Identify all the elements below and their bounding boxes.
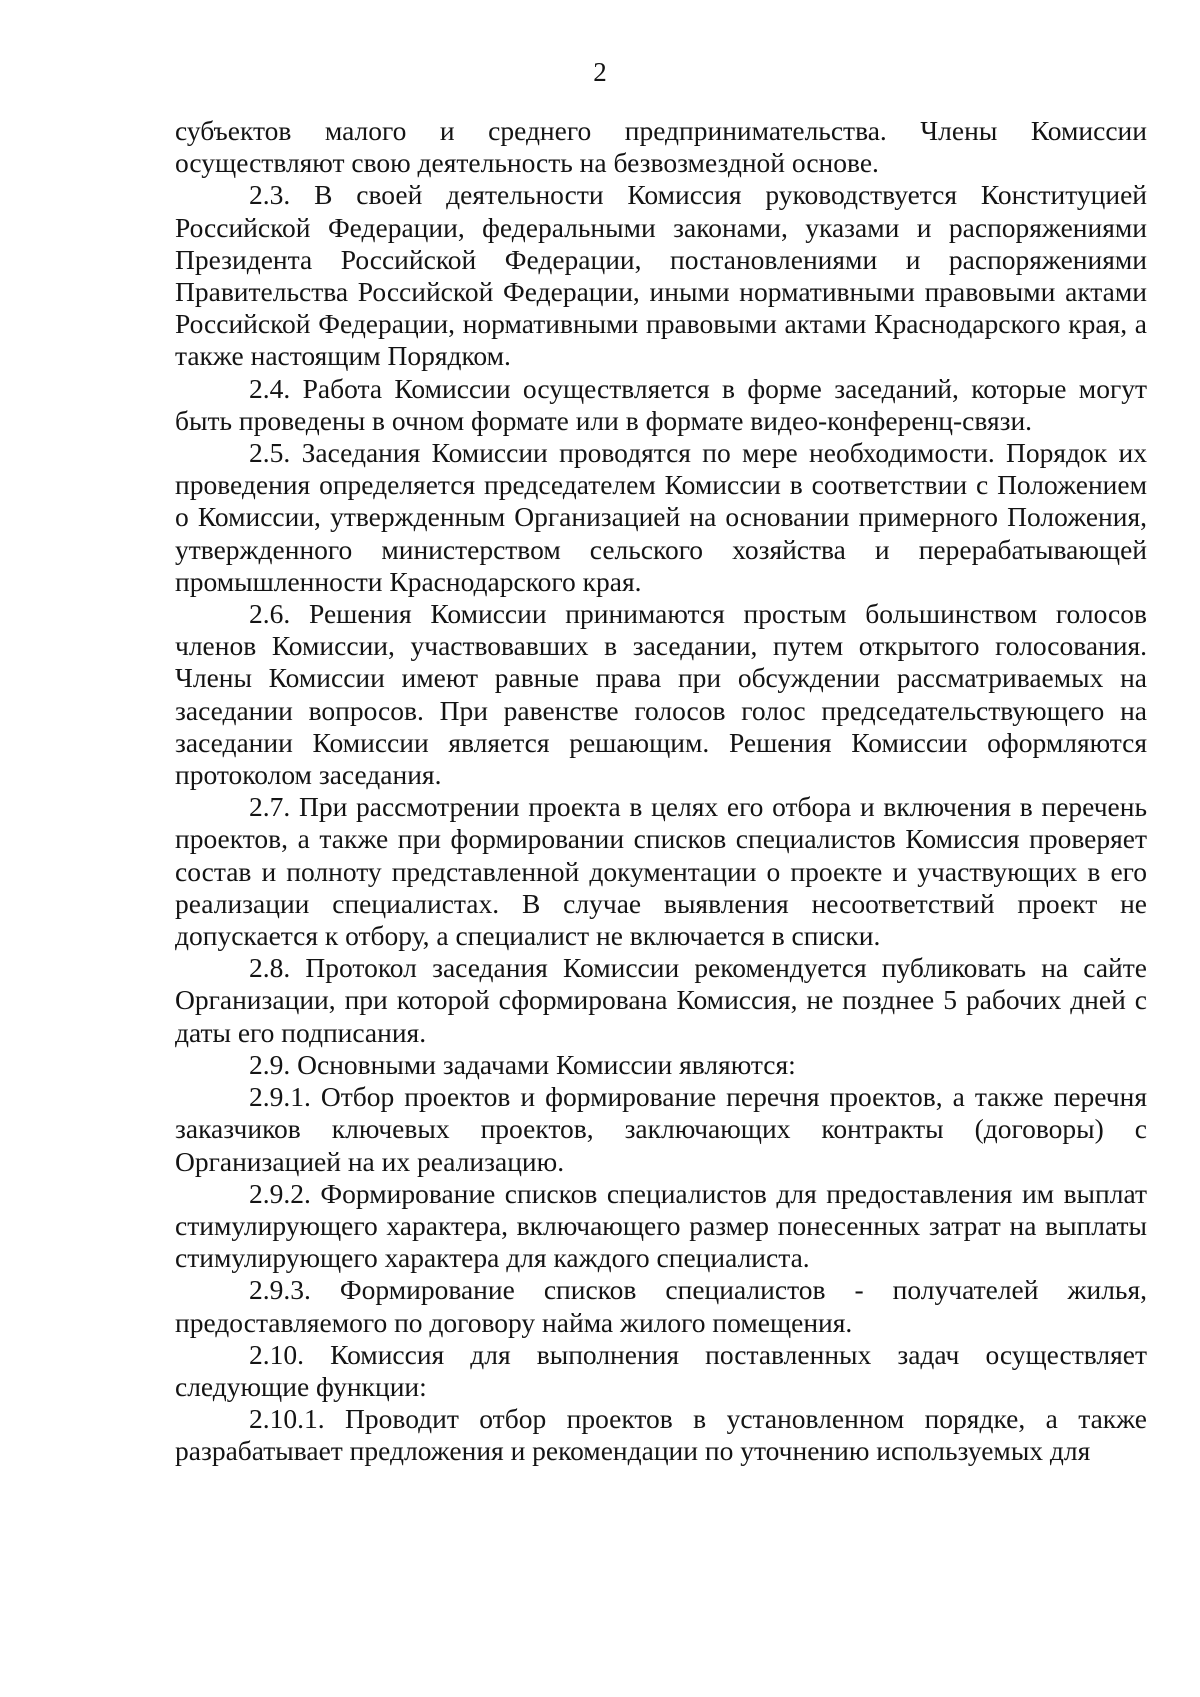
page-number: 2 (593, 57, 607, 87)
paragraph-2-6: 2.6. Решения Комиссии принимаются простым большинством голосов членов Комиссии, участвовавших в заседании, путем открытого голосования. Члены Комиссии имеют равные права при обсуждении рассматриваемых на заседании вопросов. При равенстве голосов голос председательствующего на заседании Комиссии является решающим. Решения Комиссии оформляются протоколом заседания. (175, 598, 1147, 791)
paragraph-2-8: 2.8. Протокол заседания Комиссии рекомендуется публиковать на сайте Организации, при которой сформирована Комиссия, не позднее 5 рабочих дней с даты его подписания. (175, 952, 1147, 1048)
paragraph-2-4: 2.4. Работа Комиссии осуществляется в форме заседаний, которые могут быть проведены в очном формате или в формате видео-конференц-связи. (175, 372, 1147, 436)
paragraph-2-7: 2.7. При рассмотрении проекта в целях его отбора и включения в перечень проектов, а также при формировании списков специалистов Комиссия проверяет состав и полноту представленной документации о проекте и участвующих в его реализации специалистах. В случае выявления несоответствий проект не допускается к отбору, а специалист не включается в списки. (175, 791, 1147, 952)
paragraph-continuation: субъектов малого и среднего предпринимательства. Члены Комиссии осуществляют свою деятельность на безвозмездной основе. (175, 115, 1147, 179)
paragraph-2-3: 2.3. В своей деятельности Комиссия руководствуется Конституцией Российской Федерации, федеральными законами, указами и распоряжениями Президента Российской Федерации, постановлениями и распоряжениями Правительства Российской Федерации, иными нормативными правовыми актами Российской Федерации, нормативными правовыми актами Краснодарского края, а также настоящим Порядком. (175, 179, 1147, 372)
paragraph-2-9-3: 2.9.3. Формирование списков специалистов - получателей жилья, предоставляемого по договору найма жилого помещения. (175, 1274, 1147, 1338)
document-body (175, 115, 1147, 1468)
paragraph-2-9-1: 2.9.1. Отбор проектов и формирование перечня проектов, а также перечня заказчиков ключевых проектов, заключающих контракты (договоры) с Организацией на их реализацию. (175, 1081, 1147, 1177)
paragraph-2-9: 2.9. Основными задачами Комиссии являются: (249, 1048, 796, 1080)
paragraph-2-10-1: 2.10.1. Проводит отбор проектов в установленном порядке, а также разрабатывает предложения и рекомендации по уточнению используемых для (175, 1403, 1147, 1467)
paragraph-2-10: 2.10. Комиссия для выполнения поставленных задач осуществляет следующие функции: (175, 1338, 1147, 1402)
paragraph-2-9-2: 2.9.2. Формирование списков специалистов для предоставления им выплат стимулирующего характера, включающего размер понесенных затрат на выплаты стимулирующего характера для каждого специалиста. (175, 1177, 1147, 1274)
paragraph-2-5: 2.5. Заседания Комиссии проводятся по мере необходимости. Порядок их проведения определяется председателем Комиссии в соответствии с Положением о Комиссии, утвержденным Организацией на основании примерного Положения, утвержденного министерством сельского хозяйства и перерабатывающей промышленности Краснодарского края. (175, 437, 1147, 597)
